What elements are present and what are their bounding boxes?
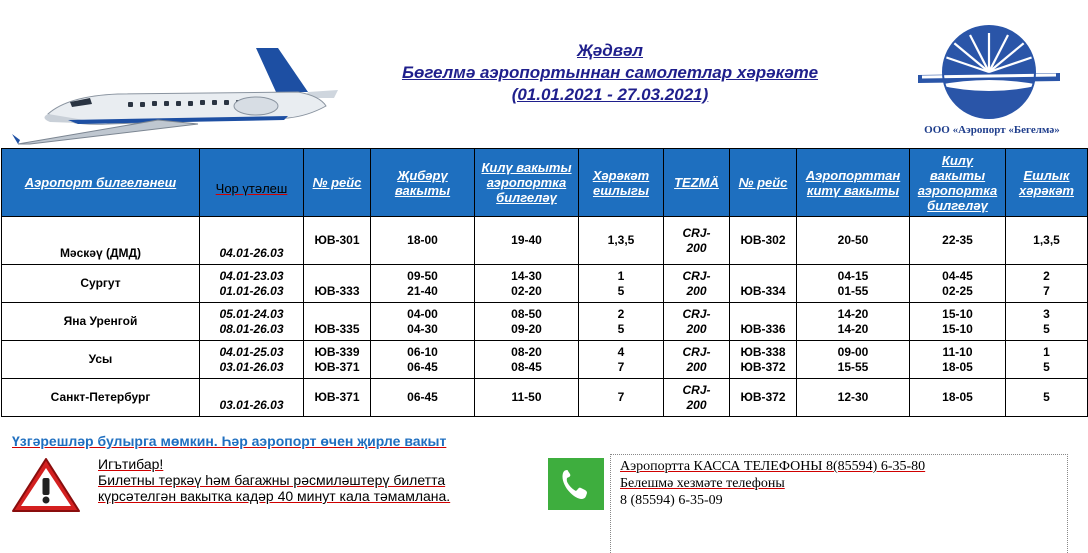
airplane-illustration — [8, 44, 338, 146]
col-header-return-frequency: Ешлык хәрәкәт — [1006, 149, 1088, 217]
table-row — [2, 217, 1088, 265]
phone-info — [620, 458, 925, 509]
col-header-arrival: Килү вакыты аэропортка билгеләү — [475, 149, 579, 217]
cell-return-arrival: 15-10 15-10 — [910, 303, 1006, 341]
cell-city: Усы — [2, 341, 200, 379]
phone-line-2: Белешмә хезмәте телефоны — [620, 476, 785, 491]
col-header-frequency: Хәрәкәт ешлыгы — [579, 149, 664, 217]
warning-title: Игътибар! — [98, 456, 164, 472]
table-header-row — [2, 149, 1088, 217]
cell-return-flight: ЮВ-336 — [730, 303, 797, 341]
cell-aircraft: CRJ- 200 — [664, 217, 730, 265]
cell-return-frequency: 1 5 — [1006, 341, 1088, 379]
cell-aircraft: CRJ- 200 — [664, 379, 730, 417]
cell-city: Мәскәү (ДМД) — [2, 217, 200, 265]
cell-period: 04.01-25.03 03.01-26.03 — [200, 341, 304, 379]
table-row — [2, 303, 1088, 341]
title-line-3: (01.01.2021 - 27.03.2021) — [511, 85, 709, 104]
cell-arrival: 08-50 09-20 — [475, 303, 579, 341]
cell-return-departure: 12-30 — [797, 379, 910, 417]
col-header-return-arrival: Килү вакыты аэропортка билгеләү — [910, 149, 1006, 217]
cell-city: Сургут — [2, 265, 200, 303]
cell-return-departure: 09-00 15-55 — [797, 341, 910, 379]
cell-departure: 06-45 — [371, 379, 475, 417]
cell-return-arrival: 11-10 18-05 — [910, 341, 1006, 379]
cell-period: 05.01-24.03 08.01-26.03 — [200, 303, 304, 341]
col-header-return-departure: Аэропорттан китү вакыты — [797, 149, 910, 217]
cell-frequency: 1 5 — [579, 265, 664, 303]
col-header-flight: № рейс — [304, 149, 371, 217]
table-row — [2, 341, 1088, 379]
cell-city: Санкт-Петербург — [2, 379, 200, 417]
col-header-period: Чор үтәлеш — [200, 149, 304, 217]
col-header-destination: Аэропорт билгеләнеш — [2, 149, 200, 217]
cell-period: 04.01-26.03 — [200, 217, 304, 265]
cell-return-frequency: 2 7 — [1006, 265, 1088, 303]
cell-return-arrival: 04-45 02-25 — [910, 265, 1006, 303]
cell-city: Яна Уренгой — [2, 303, 200, 341]
cell-arrival: 08-20 08-45 — [475, 341, 579, 379]
cell-departure: 06-10 06-45 — [371, 341, 475, 379]
title-line-2: Бөгелмә аэропортыннан самолетлар хәрәкәте — [401, 63, 819, 82]
cell-departure: 04-00 04-30 — [371, 303, 475, 341]
col-header-departure: Җибәрү вакыты — [371, 149, 475, 217]
col-header-return-flight: № рейс — [730, 149, 797, 217]
cell-return-frequency: 5 — [1006, 379, 1088, 417]
warning-line-1: Билетны теркәү һәм багажны рәсмиләштерү билетта — [98, 472, 446, 488]
cell-return-frequency: 3 5 — [1006, 303, 1088, 341]
table-row — [2, 265, 1088, 303]
cell-flight: ЮВ-339 ЮВ-371 — [304, 341, 371, 379]
cell-return-flight: ЮВ-334 — [730, 265, 797, 303]
cell-return-arrival: 18-05 — [910, 379, 1006, 417]
cell-arrival: 19-40 — [475, 217, 579, 265]
warning-triangle-icon — [10, 456, 82, 514]
cell-departure: 18-00 — [371, 217, 475, 265]
cell-return-arrival: 22-35 — [910, 217, 1006, 265]
cell-return-departure: 14-20 14-20 — [797, 303, 910, 341]
cell-flight: ЮВ-335 — [304, 303, 371, 341]
cell-return-departure: 20-50 — [797, 217, 910, 265]
phone-icon — [548, 458, 604, 510]
cell-period: 03.01-26.03 — [200, 379, 304, 417]
warning-text — [98, 456, 450, 504]
airport-logo — [918, 25, 1060, 120]
cell-departure: 09-50 21-40 — [371, 265, 475, 303]
warning-line-2: күрсәтелгән вакытка кадәр 40 минут кала тәмамлана. — [98, 488, 451, 504]
cell-frequency: 1,3,5 — [579, 217, 664, 265]
table-row — [2, 379, 1088, 417]
cell-aircraft: CRJ- 200 — [664, 303, 730, 341]
cell-return-departure: 04-15 01-55 — [797, 265, 910, 303]
title-line-1: Җәдвәл — [576, 41, 644, 60]
cell-return-frequency: 1,3,5 — [1006, 217, 1088, 265]
col-header-aircraft: TEZMÄ — [664, 149, 730, 217]
logo-caption: ООО «Аэропорт «Бегелмә» — [924, 124, 1060, 136]
cell-aircraft: CRJ- 200 — [664, 265, 730, 303]
cell-flight: ЮВ-301 — [304, 217, 371, 265]
cell-aircraft: CRJ- 200 — [664, 341, 730, 379]
cell-flight: ЮВ-333 — [304, 265, 371, 303]
schedule-table — [1, 148, 1088, 417]
cell-arrival: 14-30 02-20 — [475, 265, 579, 303]
cell-frequency: 2 5 — [579, 303, 664, 341]
cell-arrival: 11-50 — [475, 379, 579, 417]
changes-note: Үзгәрешләр булырга мөмкин. Һәр аэропорт өчен җирле вакыт — [12, 433, 447, 449]
cell-return-flight: ЮВ-302 — [730, 217, 797, 265]
cell-return-flight: ЮВ-372 — [730, 379, 797, 417]
cell-flight: ЮВ-371 — [304, 379, 371, 417]
cell-frequency: 7 — [579, 379, 664, 417]
cell-period: 04.01-23.03 01.01-26.03 — [200, 265, 304, 303]
phone-line-1: Аэропортта КАССА ТЕЛЕФОНЫ 8(85594) 6-35-80 — [620, 459, 926, 474]
cell-return-flight: ЮВ-338 ЮВ-372 — [730, 341, 797, 379]
phone-line-3: 8 (85594) 6-35-09 — [620, 493, 723, 508]
schedule-title — [370, 40, 850, 106]
cell-frequency: 4 7 — [579, 341, 664, 379]
